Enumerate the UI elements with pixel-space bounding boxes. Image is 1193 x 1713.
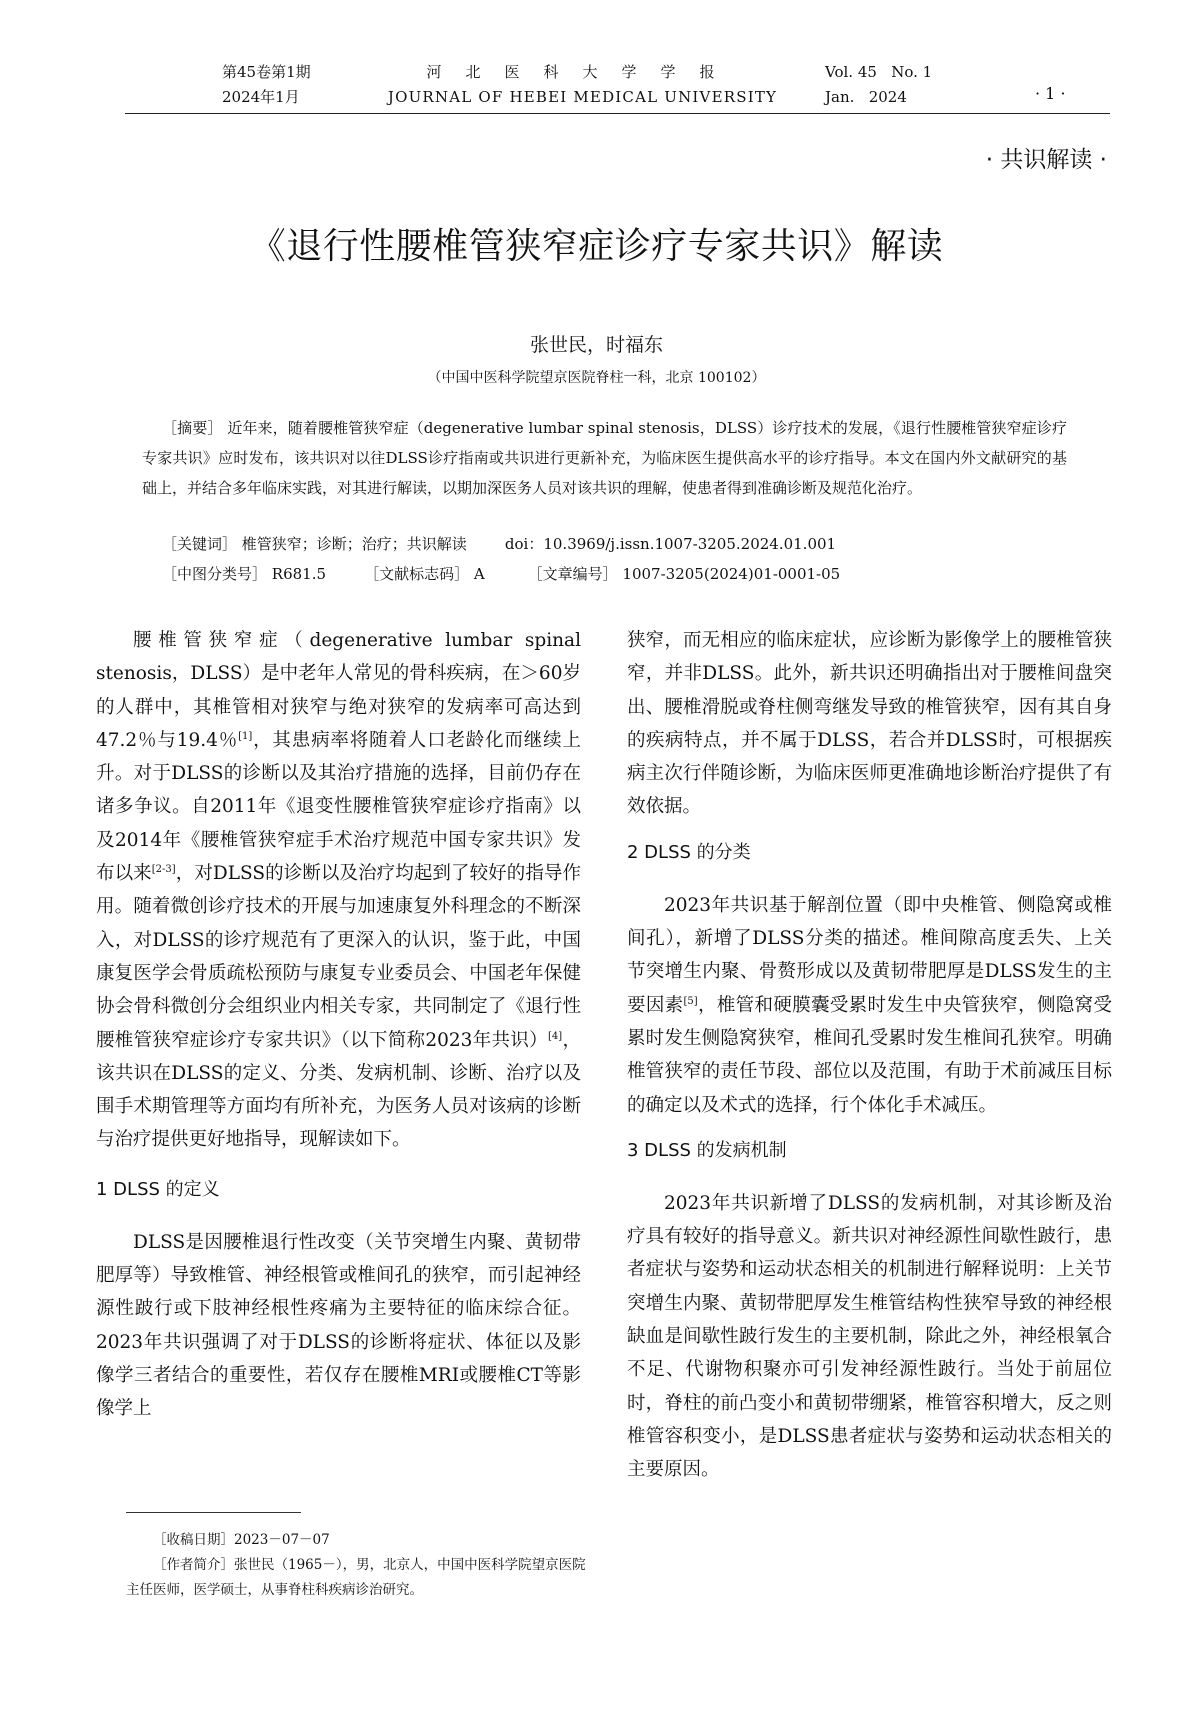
date-en: Jan. 2024 xyxy=(825,88,907,106)
header-left xyxy=(222,60,311,110)
article-title: 《退行性腰椎管狭窄症诊疗专家共识》解读 xyxy=(249,226,944,267)
classification-line: ［中图分类号］ R681.5 ［文献标志码］ A ［文章编号］ 1007-3205(2024)01-0001-05 xyxy=(162,565,841,583)
citation: [1] xyxy=(238,730,253,742)
citation: [5] xyxy=(683,995,698,1007)
keywords-line: ［关键词］ 椎管狭窄；诊断；治疗；共识解读 doi：10.3969/j.issn.1007-3205.2024.01.001 xyxy=(162,535,837,553)
intro-text-4: ，该共识在DLSS的定义、分类、发病机制、诊断、治疗以及围手术期管理等方面均有所补充，为医务人员对该病的诊断与治疗提供更好地指导，现解读如下。 xyxy=(96,1029,581,1151)
intro-text-1: 腰椎管狭窄症（degenerative lumbar spinal stenosis，DLSS）是中老年人常见的骨科疾病，在＞60岁的人群中，其椎管相对狭窄与绝对狭窄的发病率可高达到47.2％与19.4％ xyxy=(96,630,581,751)
intro-text-2: ，其患病率将随着人口老龄化而继续上升。对于DLSS的诊断以及其治疗措施的选择，目前仍存在诸多争议。自2011年《退变性腰椎管狭窄症诊疗指南》以及2014年《腰椎管狭窄症手术治疗规范中国专家共识》发布以来 xyxy=(96,729,581,885)
journal-name-en: JOURNAL OF HEBEI MEDICAL UNIVERSITY xyxy=(387,88,778,106)
received-date: ［收稿日期］2023－07－07 xyxy=(153,1532,330,1548)
definition-paragraph: DLSS是因腰椎退行性改变（关节突增生内聚、黄韧带肥厚等）导致椎管、神经根管或椎间孔的狭窄，而引起神经源性跛行或下肢神经根性疼痛为主要特征的临床综合征。2023年共识强调了对于DLSS的诊断将症状、体征以及影像学三者结合的重要性，若仅存在腰椎MRI或腰椎CT等影像学上 xyxy=(96,1231,581,1420)
header-right xyxy=(825,60,932,110)
intro-paragraph xyxy=(96,624,581,1157)
volume-issue-cn: 第45卷第1期 xyxy=(222,63,311,81)
abstract: ［摘要］ 近年来，随着腰椎管狭窄症（degenerative lumbar spinal stenosis，DLSS）诊疗技术的发展，《退行性腰椎管狭窄症诊疗专家共识》应时发布，该共识对以往DLSS诊疗指南或共识进行更新补充，为临床医生提供高水平的诊疗指导。本文在国内外文献研究的基础上，并结合多年临床实践，对其进行解读，以期加深医务人员对该共识的理解，使患者得到准确诊断及规范化治疗。 xyxy=(142,419,1067,497)
right-column xyxy=(627,624,1112,1487)
section-tag: · 共识解读 · xyxy=(985,147,1107,173)
footnotes xyxy=(126,1528,586,1603)
intro-text-3: ，对DLSS的诊断以及治疗均起到了较好的指导作用。随着微创诊疗技术的开展与加速康复外科理念的不断深入，对DLSS的诊疗规范有了更深入的认识，鉴于此，中国康复医学会骨质疏松预防与康复专业委员会、中国老年保健协会骨科微创分会组织业内相关专家，共同制定了《退行性腰椎管狭窄症诊疗专家共识》（以下简称2023年共识） xyxy=(96,863,581,1051)
classification-paragraph xyxy=(627,889,1112,1122)
page-number: · 1 · xyxy=(1035,84,1066,103)
header-rule xyxy=(125,113,1110,114)
journal-name xyxy=(350,60,815,110)
volume-issue-en: Vol. 45 No. 1 xyxy=(825,63,933,81)
date-cn: 2024年1月 xyxy=(222,88,300,106)
section-heading-definition: 1 DLSS 的定义 xyxy=(96,1178,220,1200)
definition-paragraph-continued: 狭窄，而无相应的临床症状，应诊断为影像学上的腰椎管狭窄，并非DLSS。此外，新共识还明确指出对于腰椎间盘突出、腰椎滑脱或脊柱侧弯继发导致的椎管狭窄，因有其自身的疾病特点，并不属于DLSS，若合并DLSS时，可根据疾病主次行伴随诊断，为临床医师更准确地诊断治疗提供了有效依据。 xyxy=(627,630,1112,818)
authors: 张世民，时福东 xyxy=(529,334,663,356)
classification-text-2: ，椎管和硬膜囊受累时发生中央管狭窄，侧隐窝受累时发生侧隐窝狭窄，椎间孔受累时发生椎间孔狭窄。明确椎管狭窄的责任节段、部位以及范围，有助于术前减压目标的确定以及术式的选择，行个体化手术减压。 xyxy=(627,994,1112,1116)
classification-text-1: 2023年共识基于解剖位置（即中央椎管、侧隐窝或椎间孔），新增了DLSS分类的描述。椎间隙高度丢失、上关节突增生内聚、骨赘形成以及黄韧带肥厚是DLSS发生的主要因素 xyxy=(627,894,1112,1016)
left-column xyxy=(96,624,581,1426)
section-heading-classification: 2 DLSS 的分类 xyxy=(627,841,751,863)
affiliation: （中国中医科学院望京医院脊柱一科，北京 100102） xyxy=(427,370,766,386)
journal-name-cn: 河北医科大学学报 xyxy=(426,63,739,81)
citation: [4] xyxy=(548,1030,563,1042)
footnote-rule xyxy=(126,1512,301,1513)
mechanism-paragraph: 2023年共识新增了DLSS的发病机制，对其诊断及治疗具有较好的指导意义。新共识对神经源性间歇性跛行，患者症状与姿势和运动状态相关的机制进行解释说明：上关节突增生内聚、黄韧带肥厚发生椎管结构性狭窄导致的神经根缺血是间歇性跛行发生的主要机制，除此之外，神经根氧合不足、代谢物积聚亦可引发神经源性跛行。当处于前屈位时，脊柱的前凸变小和黄韧带绷紧，椎管容积增大，反之则椎管容积变小，是DLSS患者症状与姿势和运动状态相关的主要原因。 xyxy=(627,1192,1112,1481)
author-bio: ［作者简介］张世民（1965－），男，北京人，中国中医科学院望京医院主任医师，医学硕士，从事脊柱科疾病诊治研究。 xyxy=(126,1557,586,1598)
section-heading-mechanism: 3 DLSS 的发病机制 xyxy=(627,1139,787,1161)
citation: [2-3] xyxy=(151,863,176,875)
